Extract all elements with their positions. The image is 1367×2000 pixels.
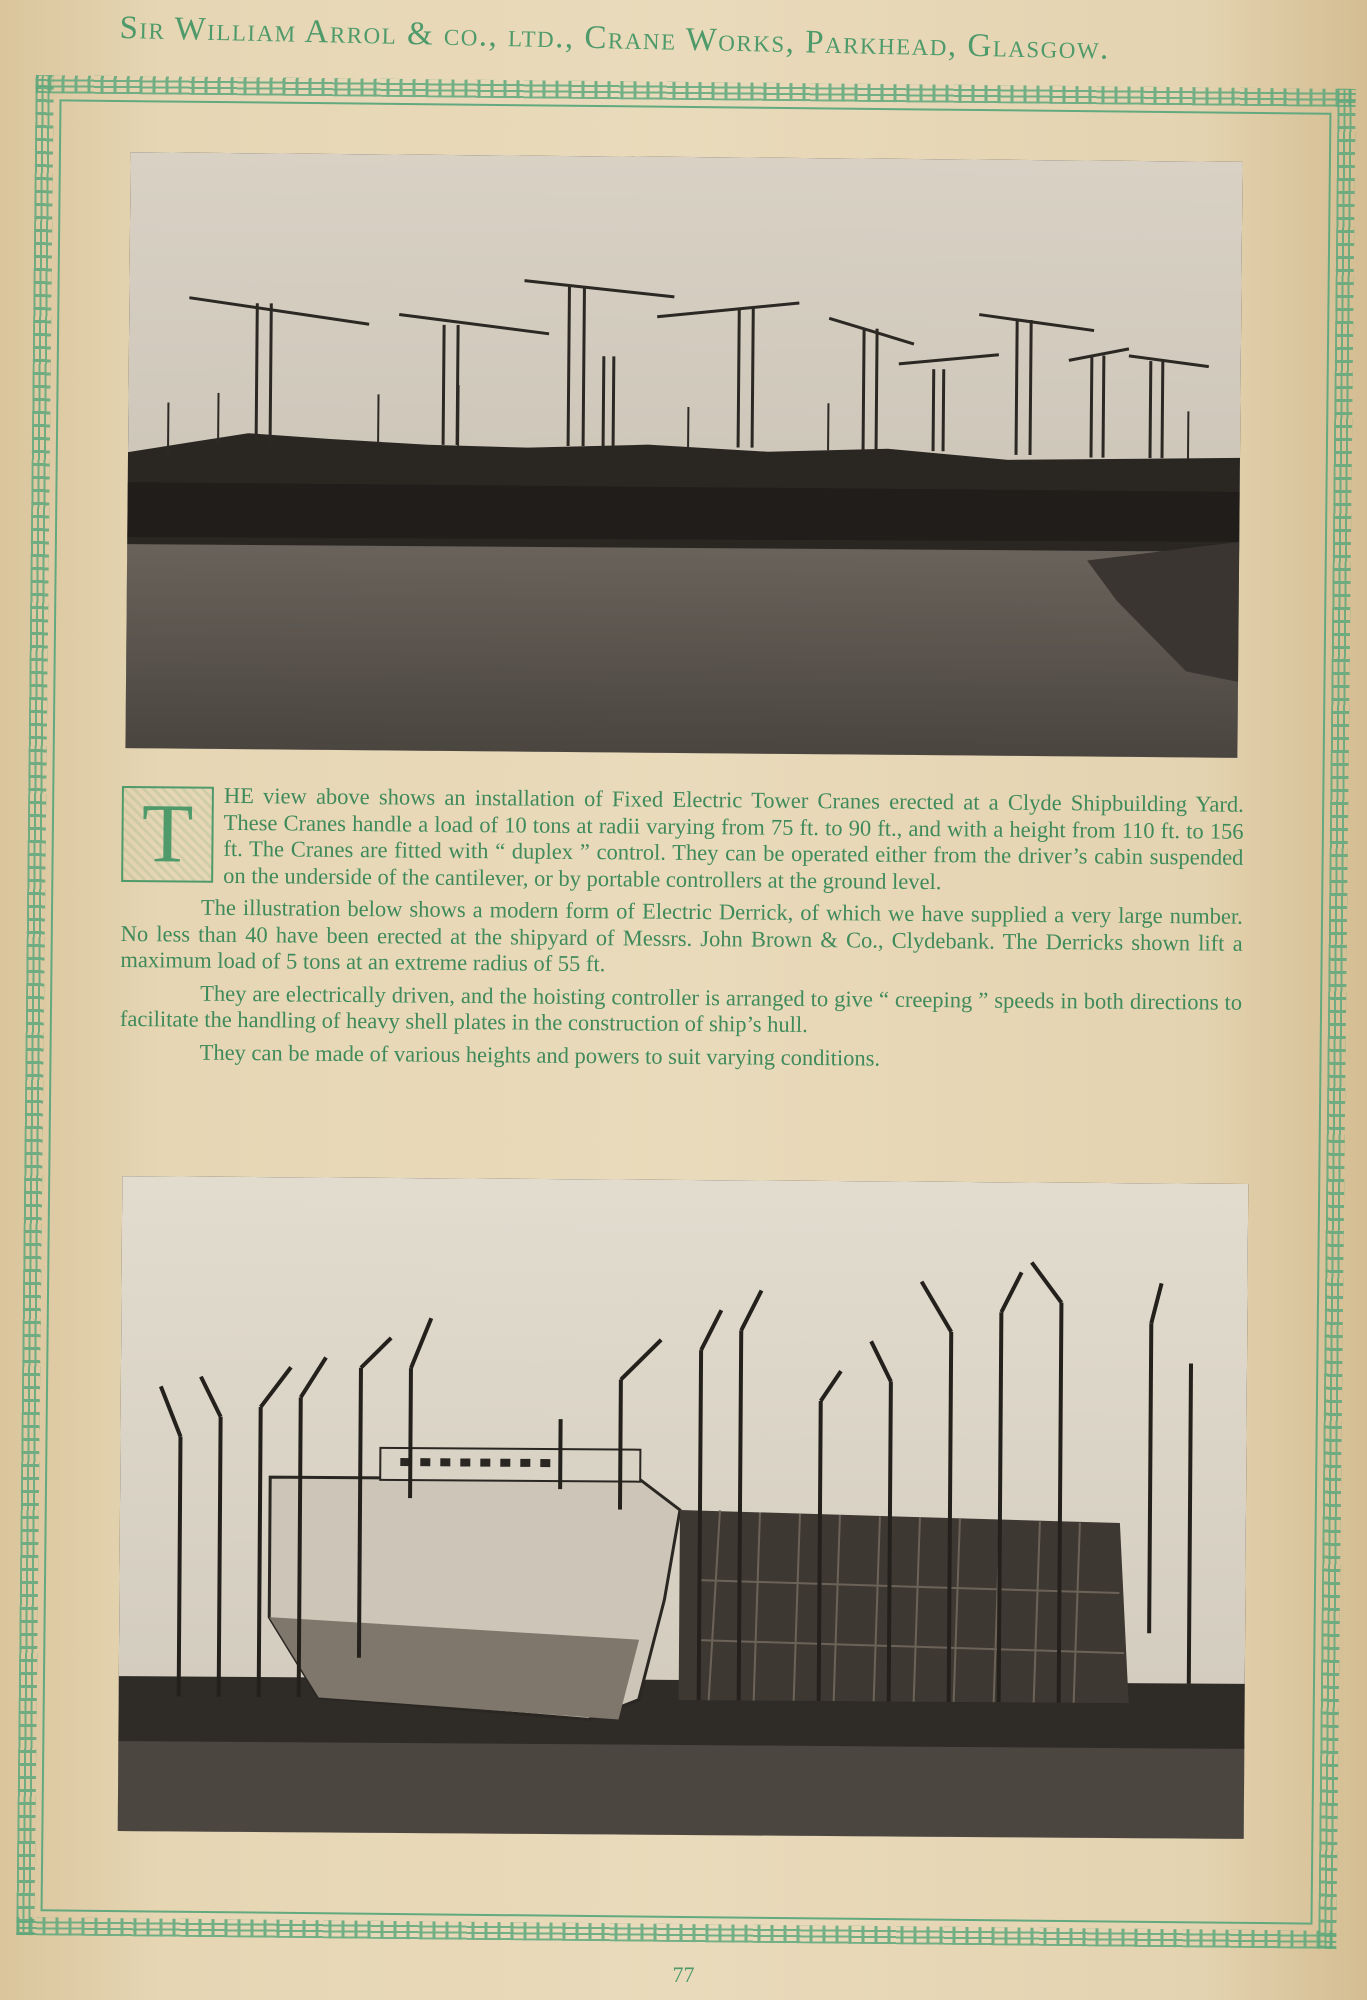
tower-cranes-photo <box>125 152 1242 758</box>
paragraph-4: They can be made of various heights and powers to suit varying conditions. <box>199 1039 881 1071</box>
electric-derricks-photo <box>118 1176 1249 1839</box>
running-title: Sir William Arrol & co., ltd., Crane Works, Parkhead, Glasgow. <box>119 10 1111 67</box>
paragraph-2: The illustration below shows a modern form of Electric Derrick, of which we have supplied a very large number. No less than 40 have been erected at the shipyard of Messrs. John Brown & Co., Clydebank. The Derricks shown lift a maximum load of 5 tons at an extreme radius of 55 ft. <box>120 894 1243 977</box>
page-number: 77 <box>672 1962 695 1987</box>
description-text <box>119 782 1243 1081</box>
drop-cap-initial: T <box>121 786 214 883</box>
paragraph-1 <box>121 782 1244 898</box>
paragraph-1-text: HE view above shows an installation of Fixed Electric Tower Cranes erected at a Clyde Shipbuilding Yard. These Cranes handle a load of 10 tons at radii varying from 75 ft. to 90 ft., and with a height from 110 ft. to 156 ft. The Cranes are fitted with “ duplex ” control. They can be operated either from the driver’s cabin suspended on the underside of the cantilever, or by portable controllers at the ground level. <box>223 782 1244 894</box>
paragraph-3: They are electrically driven, and the hoisting controller is arranged to give “ creeping ” speeds in both directions to facilitate the handling of heavy shell plates in the construction of ship’s hull. <box>119 980 1243 1037</box>
